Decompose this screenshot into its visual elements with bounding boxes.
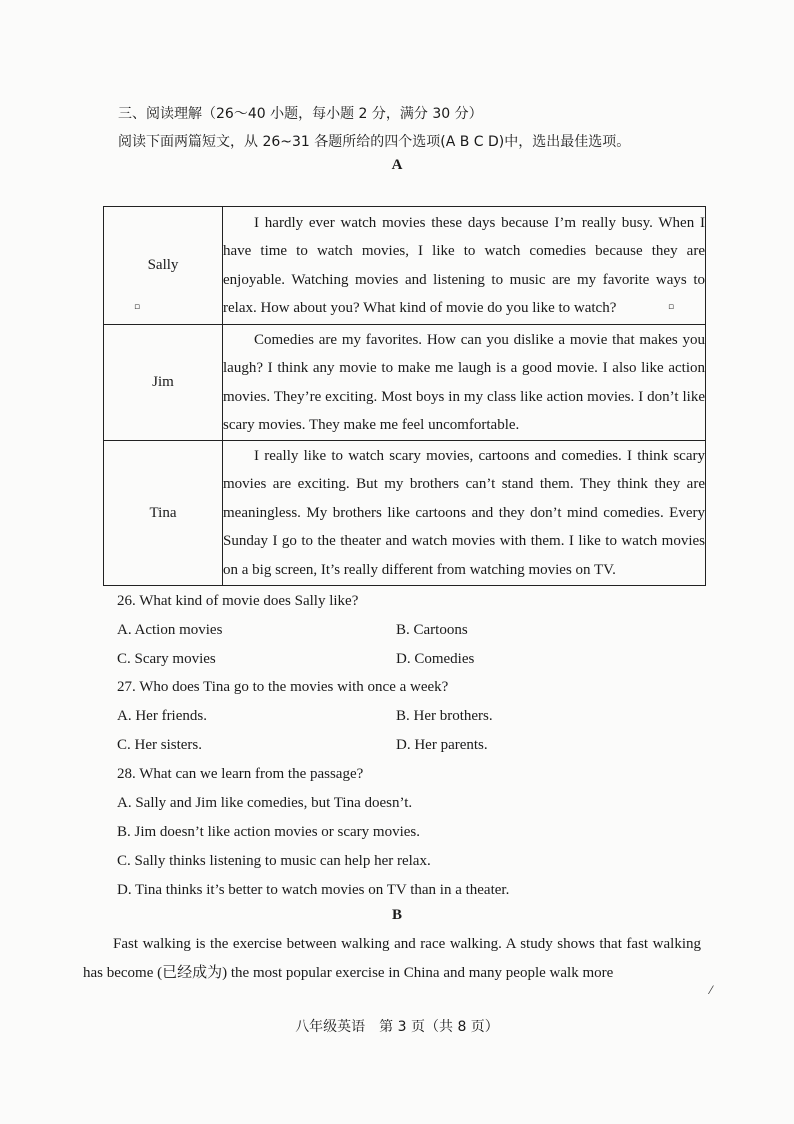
question-option: A. Sally and Jim like comedies, but Tina doesn’t.: [117, 795, 413, 811]
section-heading: 三、阅读理解（26～40 小题，每小题 2 分，满分 30 分）: [118, 106, 483, 122]
passage-a-label: A: [391, 157, 403, 173]
question-option: A. Her friends.: [117, 708, 207, 724]
pen-mark: ⁄: [710, 984, 712, 997]
speaker-name: Jim: [104, 325, 223, 441]
speaker-name: Sally: [104, 207, 223, 325]
speaker-text: I really like to watch scary movies, cartoons and comedies. I think scary movies are exciting. But my brothers can’t stand them. They think they are meaningless. My brothers like cartoons and they don’t mind comedies. Every Sunday I go to the theater and watch movies with them. I like to watch movies on a big screen, It’s really different from watching movies on TV.: [223, 441, 706, 586]
question-stem: 26. What kind of movie does Sally like?: [117, 593, 359, 609]
question-option: C. Her sisters.: [117, 737, 202, 753]
scan-mark: ▫: [134, 302, 141, 312]
question-option: C. Scary movies: [117, 651, 216, 667]
table-row: [104, 441, 706, 586]
table-row: [104, 325, 706, 441]
scan-mark: ▫: [668, 302, 675, 312]
question-option: B. Jim doesn’t like action movies or scary movies.: [117, 824, 421, 840]
question-option: D. Tina thinks it’s better to watch movies on TV than in a theater.: [117, 882, 510, 898]
question-option: C. Sally thinks listening to music can help her relax.: [117, 853, 431, 869]
passage-a-table: [103, 206, 706, 586]
passage-b-text: Fast walking is the exercise between walking and race walking. A study shows that fast walking has become (已经成为) the most popular exercise in China and many people walk more: [83, 936, 701, 981]
question-option: D. Her parents.: [396, 737, 488, 753]
question-option: B. Cartoons: [396, 622, 468, 638]
speaker-name: Tina: [104, 441, 223, 586]
speaker-text: I hardly ever watch movies these days because I’m really busy. When I have time to watch movies, I like to watch comedies because they are enjoyable. Watching movies and listening to music are my favorite ways to relax. How about you? What kind of movie do you like to watch?: [223, 207, 706, 325]
question-option: A. Action movies: [117, 622, 223, 638]
question-stem: 27. Who does Tina go to the movies with once a week?: [117, 679, 449, 695]
question-option: D. Comedies: [396, 651, 475, 667]
section-instruction: 阅读下面两篇短文，从 26~31 各题所给的四个选项(A B C D)中，选出最佳选项。: [118, 134, 631, 150]
question-option: B. Her brothers.: [396, 708, 493, 724]
page-footer: 八年级英语 第 3 页（共 8 页）: [295, 1019, 499, 1035]
table-row: [104, 207, 706, 325]
question-stem: 28. What can we learn from the passage?: [117, 766, 364, 782]
passage-b-label: B: [391, 907, 402, 923]
speaker-text: Comedies are my favorites. How can you dislike a movie that makes you laugh? I think any movie to make me laugh is a good movie. I also like action movies. They’re exciting. Most boys in my class like action movies. I don’t like scary movies. They make me feel uncomfortable.: [223, 325, 706, 441]
